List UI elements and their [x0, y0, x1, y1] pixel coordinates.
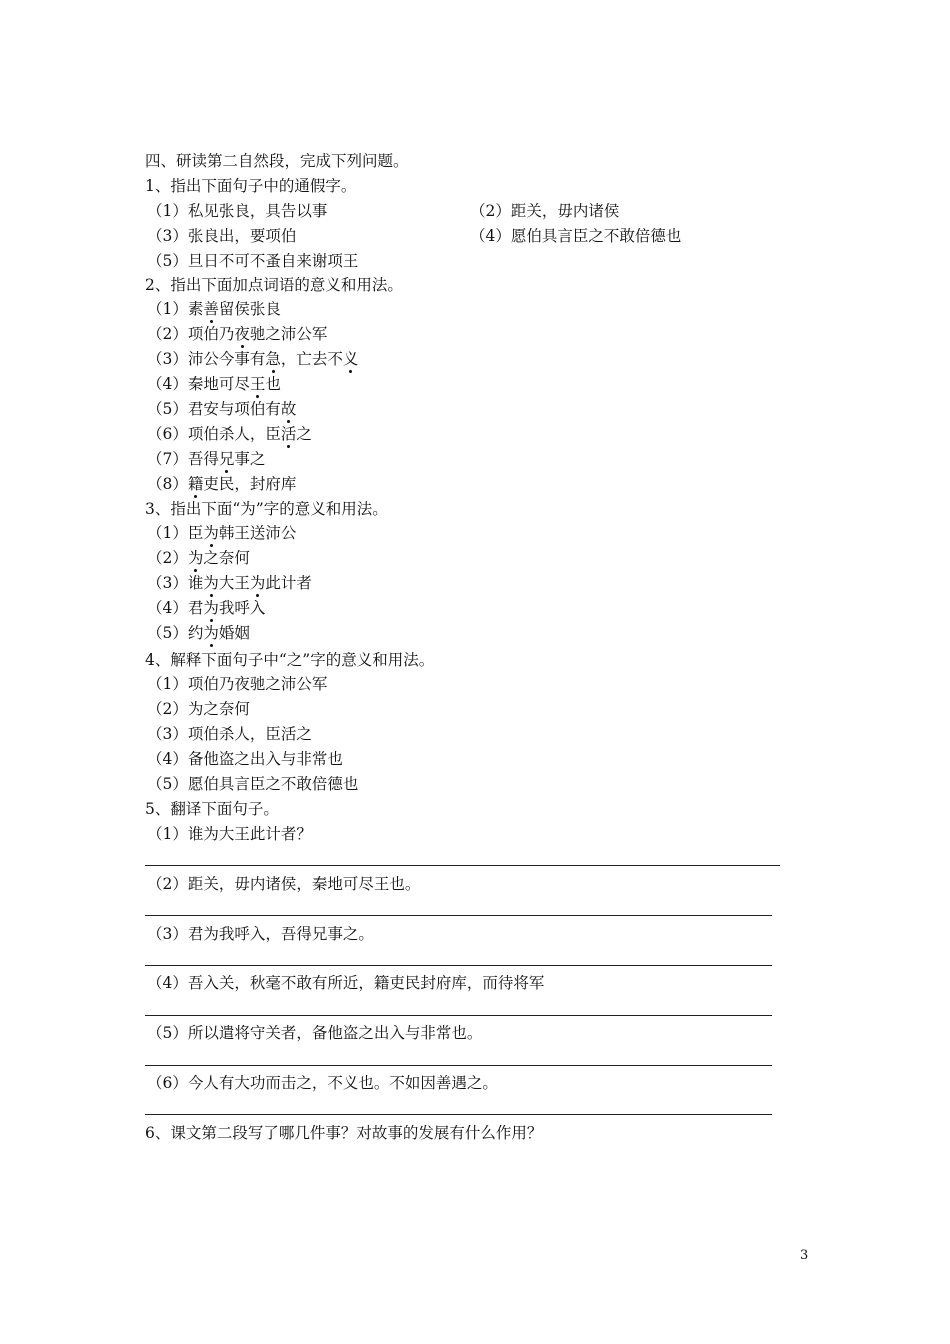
q3-item-1 [147, 523, 296, 543]
q5-item-5: （5）所以遣将守关者，备他盗之出入与非常也。 [147, 1024, 483, 1042]
q2-item-3-post: ，亡去不 [280, 350, 343, 368]
q4-item-1: （1）项伯乃夜驰之沛公军 [147, 675, 328, 693]
q2-item-1-dotted-word: 善 [203, 300, 219, 318]
q5-item-6: （6）今人有大功而击之，不义也。不如因善遇之。 [147, 1074, 498, 1092]
q2-item-8-post: 吏民，封府库 [203, 475, 297, 493]
q2-item-1 [147, 299, 281, 319]
q5-title: 5、翻译下面句子。 [145, 800, 279, 818]
q5-item-3: （3）君为我呼入，吾得兄事之。 [147, 925, 374, 943]
q2-item-1-post: 留侯张良 [218, 300, 281, 318]
q2-item-3-dotted-word: 急 [265, 350, 281, 368]
q3-item-5 [147, 623, 250, 643]
q5-item-2: （2）距关，毋内诸侯，秦地可尽王也。 [147, 875, 421, 893]
q2-item-3-dotted-word-2: 义 [342, 350, 359, 368]
q3-title: 3、指出下面“为”字的意义和用法。 [145, 500, 388, 518]
q1-item-5: （5）旦日不可不蚤自来谢项王 [147, 252, 359, 270]
answer-line-1 [145, 865, 780, 866]
q2-item-4-post: 也 [265, 375, 281, 393]
q3-item-5-pre: （5）约 [147, 624, 204, 642]
q4-item-2: （2）为之奈何 [147, 700, 250, 718]
q2-item-5-dotted-word: 故 [280, 400, 297, 418]
q4-title: 4、解释下面句子中“之”字的意义和用法。 [145, 651, 435, 669]
q2-item-8 [147, 474, 296, 494]
q1-item-1: （1）私见张良，具告以事 [147, 202, 328, 220]
q2-item-4-dotted-word: 王 [249, 375, 266, 393]
q5-item-1: （1）谁为大王此计者？ [147, 825, 312, 843]
q2-item-6-dotted-word: 活 [280, 425, 297, 443]
q1-item-2: （2）距关，毋内诸侯 [470, 202, 620, 220]
q3-item-4-pre: （4）君 [147, 599, 204, 617]
q2-item-5-pre: （5）君安与项伯有 [147, 400, 281, 418]
q2-item-4 [147, 374, 281, 394]
q3-item-3-dotted-word-2: 为 [249, 574, 266, 592]
q4-item-4: （4）备他盗之出入与非常也 [147, 750, 343, 768]
q4-item-5: （5）愿伯具言臣之不敢倍德也 [147, 775, 359, 793]
q2-item-8-pre: （8） [147, 475, 188, 493]
q2-item-6-post: 之 [296, 425, 312, 443]
q2-item-1-pre: （1）素 [147, 300, 204, 318]
q2-item-7-dotted-word: 兄 [218, 450, 235, 468]
answer-line-4 [145, 1015, 772, 1016]
q2-item-7-post: 事之 [234, 450, 266, 468]
answer-line-5 [145, 1065, 772, 1066]
q2-item-7-pre: （7）吾得 [147, 450, 219, 468]
section-title: 四、研读第二自然段，完成下列问题。 [145, 152, 409, 170]
q3-item-4-dotted-word: 为 [203, 599, 219, 617]
q1-item-3: （3）张良出，要项伯 [147, 227, 297, 245]
q2-item-5 [147, 399, 296, 419]
q3-item-5-dotted-word: 为 [203, 624, 219, 642]
q2-item-2-dotted-word: 夜 [234, 325, 250, 343]
q2-item-7 [147, 449, 265, 469]
answer-line-6 [145, 1114, 772, 1115]
q1-item-4: （4）愿伯具言臣之不敢倍德也 [470, 227, 682, 245]
q3-item-1-post: 韩王送沛公 [218, 524, 297, 542]
q2-item-3 [147, 349, 358, 369]
q2-item-6-pre: （6）项伯杀人，臣 [147, 425, 281, 443]
q3-item-3-dotted-word: 为 [203, 574, 219, 592]
q2-item-3-pre: （3）沛公今事有 [147, 350, 266, 368]
q3-item-1-pre: （1）臣 [147, 524, 204, 542]
page-number: 3 [800, 1248, 809, 1263]
q1-title: 1、指出下面句子中的通假字。 [145, 177, 357, 195]
q3-item-4-post: 我呼入 [218, 599, 266, 617]
q5-item-4: （4）吾入关，秋毫不敢有所近，籍吏民封府库，而待将军 [147, 974, 545, 992]
q3-item-2 [147, 548, 250, 568]
q3-item-2-pre: （2） [147, 549, 188, 567]
q2-item-6 [147, 424, 312, 444]
q2-item-2-pre: （2）项伯乃 [147, 325, 235, 343]
q4-item-3: （3）项伯杀人，臣活之 [147, 725, 312, 743]
q2-item-2-post: 驰之沛公军 [249, 325, 328, 343]
q3-item-3 [147, 573, 312, 593]
q3-item-3-pre: （3）谁 [147, 574, 204, 592]
q6-title: 6、课文第二段写了哪几件事？对故事的发展有什么作用？ [145, 1124, 543, 1142]
q2-item-8-dotted-word: 籍 [187, 475, 204, 493]
q3-item-5-post: 婚姻 [218, 624, 250, 642]
answer-line-3 [145, 965, 772, 966]
answer-line-2 [145, 915, 772, 916]
q3-item-3-post: 大王 [218, 574, 250, 592]
q3-item-1-dotted-word: 为 [203, 524, 219, 542]
q2-item-4-pre: （4）秦地可尽 [147, 375, 250, 393]
q3-item-2-dotted-word: 为 [187, 549, 204, 567]
q2-title: 2、指出下面加点词语的意义和用法。 [145, 276, 403, 294]
q3-item-3-post-2: 此计者 [265, 574, 312, 592]
q2-item-2 [147, 324, 327, 344]
q3-item-4 [147, 598, 265, 618]
q3-item-2-post: 之奈何 [203, 549, 250, 567]
